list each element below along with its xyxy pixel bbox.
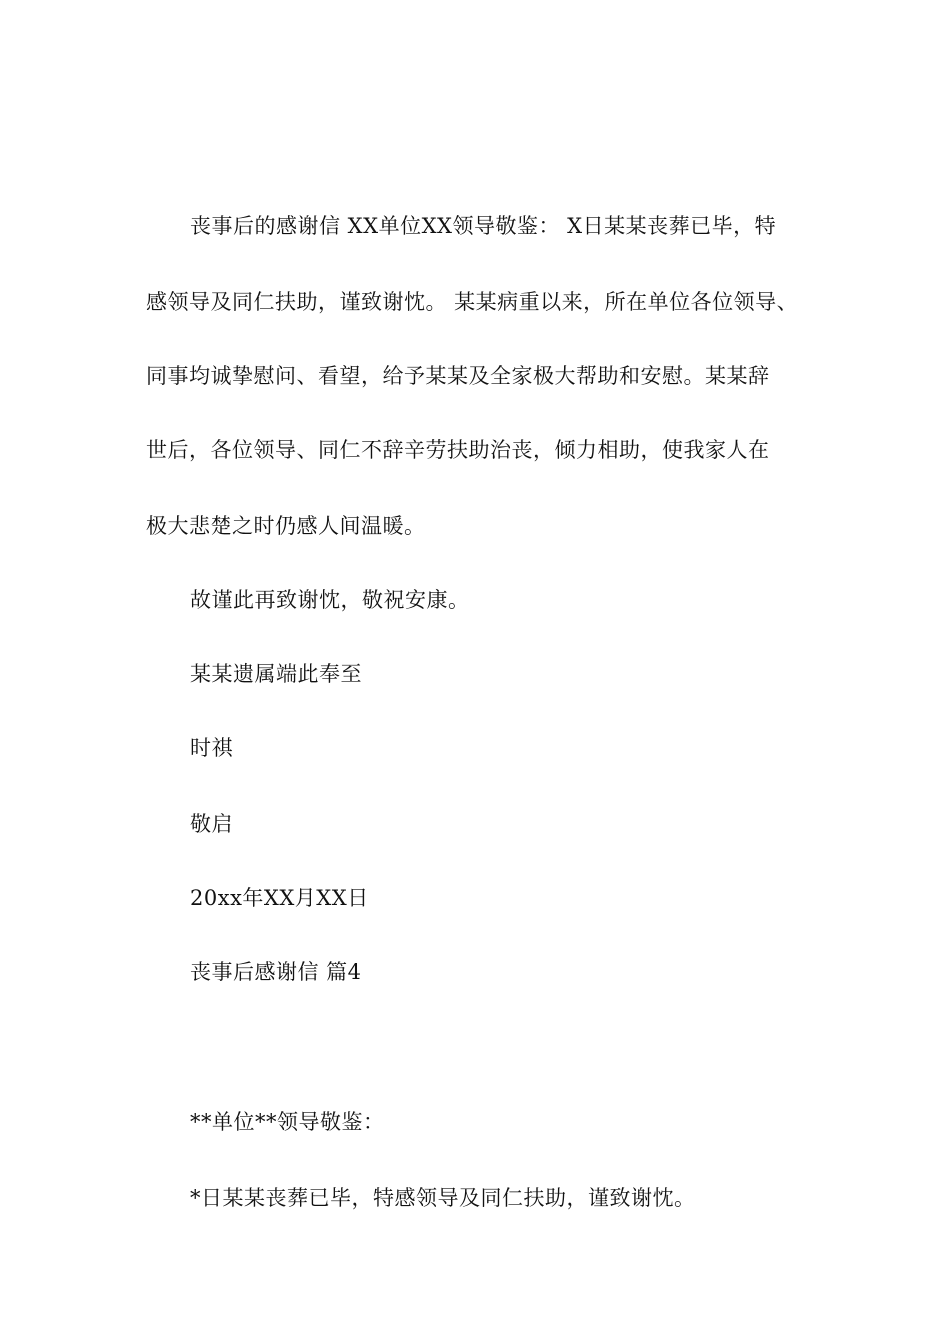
paragraph1-line-2: 感领导及同仁扶助，谨致谢忱。 某某病重以来，所在单位各位领导、 (146, 290, 799, 314)
paragraph1-line-5: 极大悲楚之时仍感人间温暖。 (146, 514, 426, 538)
closing-line: 故谨此再致谢忱，敬祝安康。 (190, 588, 470, 612)
section-heading: 丧事后感谢信 篇4 (190, 960, 362, 984)
date-line: 20xx年XX月XX日 (190, 886, 369, 910)
paragraph1-line-4: 世后，各位领导、同仁不辞辛劳扶助治丧，倾力相助，使我家人在 (146, 438, 770, 462)
respectful-line: 敬启 (190, 812, 233, 836)
paragraph1-line-1: 丧事后的感谢信 XX单位XX领导敬鉴： X日某某丧葬已毕，特 (190, 214, 777, 238)
salutation-2: **单位**领导敬鉴： (190, 1110, 385, 1134)
body2-line-1: *日某某丧葬已毕，特感领导及同仁扶助，谨致谢忱。 (190, 1186, 696, 1210)
paragraph1-line-3: 同事均诚挚慰问、看望，给予某某及全家极大帮助和安慰。某某辞 (146, 364, 770, 388)
signature-line: 某某遗属端此奉至 (190, 662, 362, 686)
time-phrase-line: 时祺 (190, 736, 233, 760)
